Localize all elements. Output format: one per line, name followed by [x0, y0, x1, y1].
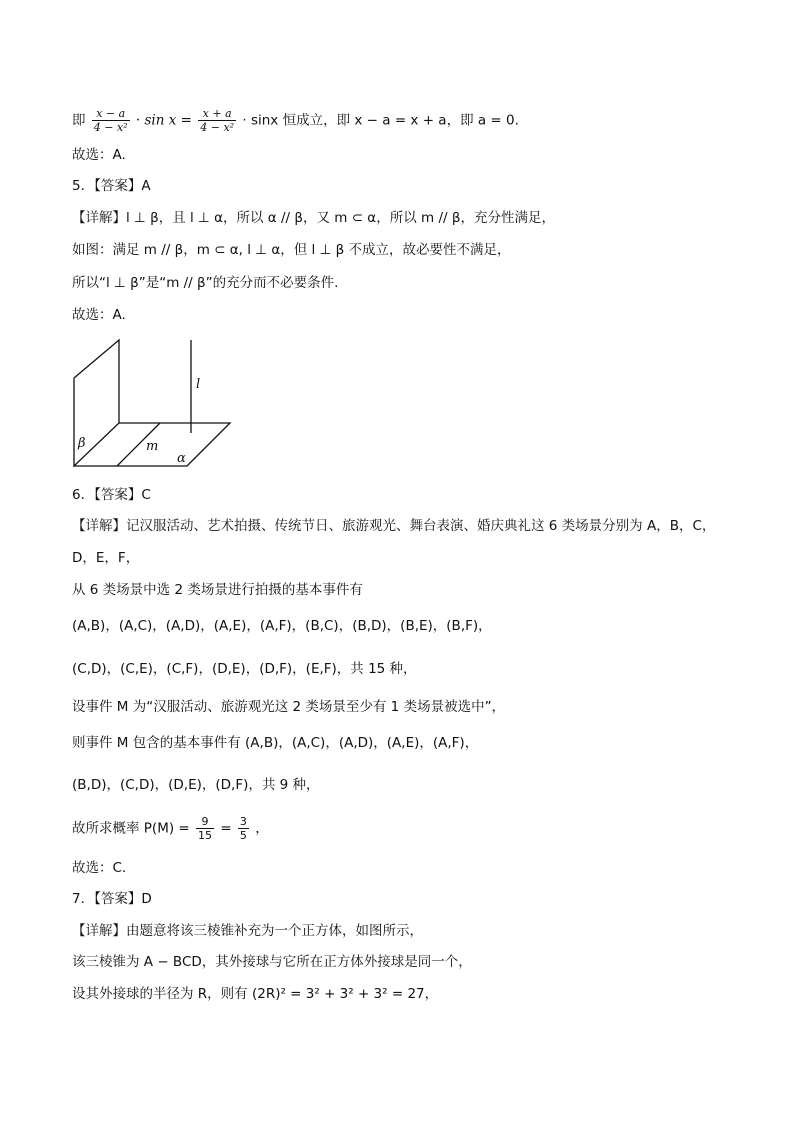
fraction-numerator: x + a — [198, 107, 236, 121]
label-m: m — [146, 439, 159, 454]
text-line-7: 故选：A. — [72, 307, 126, 323]
fraction-numerator: 3 — [239, 815, 247, 828]
text-line-14: 设事件 M 为“汉服活动、旅游观光这 2 类场景至少有 1 类场景被选中”， — [72, 699, 506, 715]
fraction-numerator: 9 — [196, 815, 214, 829]
text-fragment: · sinx 恒成立，即 x − a = x + a，即 a = 0. — [242, 112, 519, 129]
text-fragment: = — [220, 820, 232, 837]
answer-6-heading: 6．【答案】C — [72, 487, 151, 503]
text-fragment: 即 — [72, 112, 86, 129]
text-line-1 — [72, 107, 754, 134]
fraction-denominator: 15 — [198, 829, 213, 842]
text-line-4: 【详解】l ⊥ β，且 l ⊥ α，所以 α // β，又 m ⊂ α，所以 m // β，充分性满足， — [72, 210, 555, 226]
text-line-5: 如图：满足 m // β，m ⊂ α, l ⊥ α，但 l ⊥ β 不成立，故必要性不满足， — [72, 242, 511, 258]
label-alpha: α — [177, 451, 186, 466]
label-beta: β — [78, 436, 86, 451]
fraction-numerator: x − a — [92, 107, 130, 121]
text-line-16: (B,D)，(C,D)，(D,E)，(D,F)，共 9 种， — [72, 777, 320, 793]
text-line-20: 【详解】由题意将该三棱锥补充为一个正方体，如图所示， — [72, 923, 423, 939]
text-line-12: (A,B)，(A,C)，(A,D)，(A,E)，(A,F)，(B,C)，(B,D)，(B,E)，(B,F)， — [72, 618, 492, 634]
text-line-21: 该三棱锥为 A − BCD，其外接球与它所在正方体外接球是同一个， — [72, 954, 472, 970]
fraction-denominator: 4 − x² — [93, 121, 128, 134]
fraction-denominator: 5 — [239, 829, 247, 842]
text-line-9: 【详解】记汉服活动、艺术拍摄、传统节日、旅游观光、舞台表演、婚庆典礼这 6 类场景分别为 A，B，C， — [72, 518, 716, 534]
text-line-10: D，E，F， — [72, 550, 140, 566]
fraction-2 — [198, 107, 236, 134]
fraction-3 — [196, 815, 214, 842]
text-line-13: (C,D)，(C,E)，(C,F)，(D,E)，(D,F)，(E,F)，共 15 种， — [72, 661, 417, 677]
text-fragment: 故所求概率 P(M) = — [72, 820, 190, 837]
text-line-17 — [72, 815, 754, 842]
fraction-4 — [238, 815, 249, 842]
text-line-6: 所以“l ⊥ β”是“m // β”的充分而不必要条件. — [72, 275, 339, 291]
text-line-22: 设其外接球的半径为 R，则有 (2R)² = 3² + 3² + 3² = 27， — [72, 986, 439, 1002]
text-line-11: 从 6 类场景中选 2 类场景进行拍摄的基本事件有 — [72, 582, 363, 598]
answer-7-heading: 7．【答案】D — [72, 891, 152, 907]
label-l: l — [196, 377, 201, 392]
plane-figure — [60, 330, 250, 470]
text-line-15: 则事件 M 包含的基本事件有 (A,B)，(A,C)，(A,D)，(A,E)，(A,F)， — [72, 735, 479, 751]
fraction-denominator: 4 − x² — [200, 121, 235, 134]
text-fragment: ， — [255, 820, 269, 837]
text-line-2: 故选：A. — [72, 147, 126, 163]
text-fragment: · sin x = — [135, 112, 192, 129]
fraction-1 — [92, 107, 130, 134]
answer-5-heading: 5．【答案】A — [72, 178, 151, 194]
text-line-18: 故选：C. — [72, 860, 127, 876]
